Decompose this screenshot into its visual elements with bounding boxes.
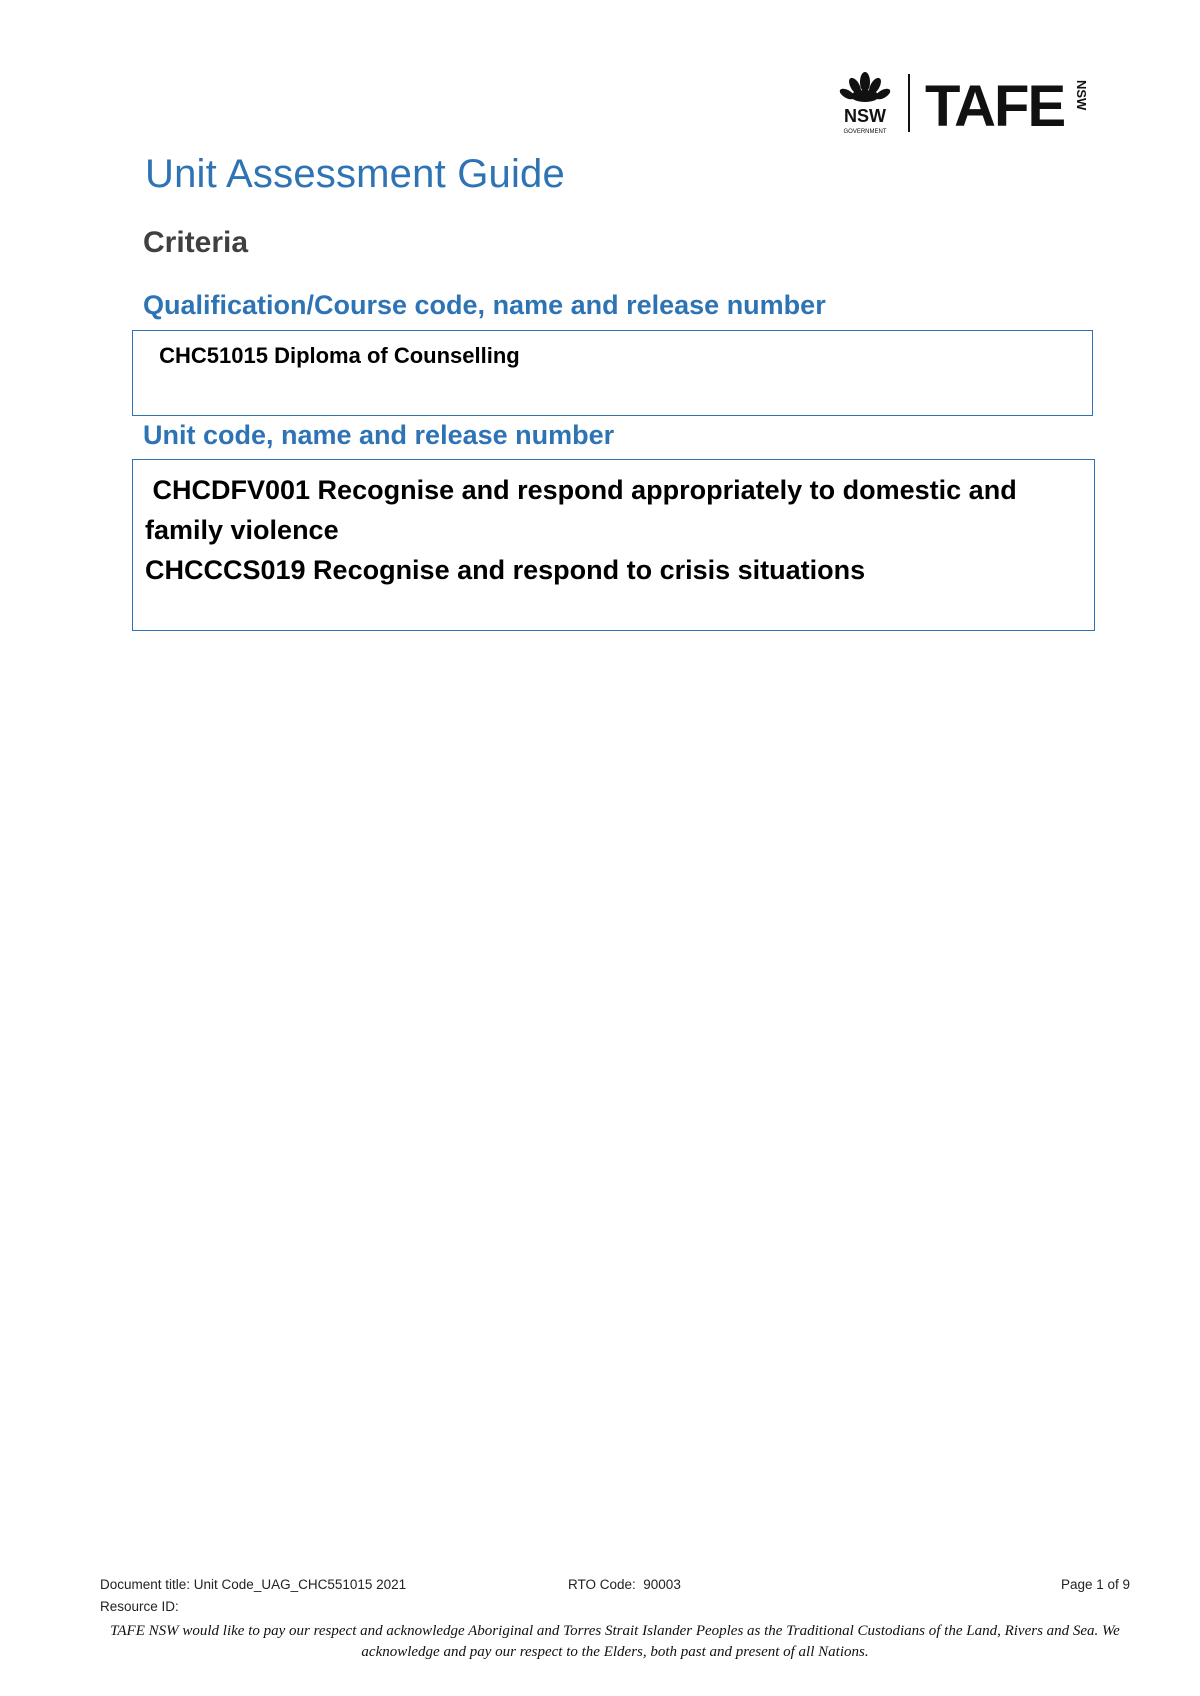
unit-line-1: CHCDFV001 Recognise and respond appropriately to domestic and family violence bbox=[145, 475, 1025, 545]
unit-box bbox=[132, 459, 1095, 631]
footer-acknowledgement: TAFE NSW would like to pay our respect and acknowledge Aboriginal and Torres Strait Islander Peoples as the Traditional Custodians of the Land, Rivers and Sea. We acknowledge and pay our respect to the Elders, both past and present of all Nations. bbox=[110, 1623, 1120, 1660]
nsw-government-logo bbox=[835, 70, 895, 136]
page-footer bbox=[100, 1577, 1130, 1663]
qualification-value: CHC51015 Diploma of Counselling bbox=[153, 343, 520, 368]
svg-text:NSW: NSW bbox=[844, 106, 886, 126]
qualification-box bbox=[132, 330, 1093, 416]
document-subtitle: Criteria bbox=[143, 226, 249, 259]
svg-text:NSW: NSW bbox=[1074, 80, 1089, 111]
tafe-nsw-logo bbox=[925, 76, 1095, 132]
footer-page-number: Page 1 of 9 bbox=[1060, 1577, 1130, 1592]
footer-document-title: Document title: Unit Code_UAG_CHC551015 2021 bbox=[100, 1577, 407, 1592]
header-logos bbox=[835, 70, 1095, 136]
unit-heading: Unit code, name and release number bbox=[143, 420, 615, 450]
document-title: Unit Assessment Guide bbox=[145, 152, 565, 196]
unit-line-2: CHCCCS019 Recognise and respond to crisis situations bbox=[145, 555, 866, 585]
logo-divider bbox=[908, 74, 910, 132]
footer-rto-code: RTO Code: 90003 bbox=[568, 1577, 681, 1592]
svg-text:TAFE: TAFE bbox=[925, 76, 1065, 132]
svg-text:GOVERNMENT: GOVERNMENT bbox=[843, 129, 887, 135]
qualification-heading: Qualification/Course code, name and release number bbox=[143, 290, 826, 320]
footer-resource-id: Resource ID: bbox=[100, 1599, 179, 1614]
